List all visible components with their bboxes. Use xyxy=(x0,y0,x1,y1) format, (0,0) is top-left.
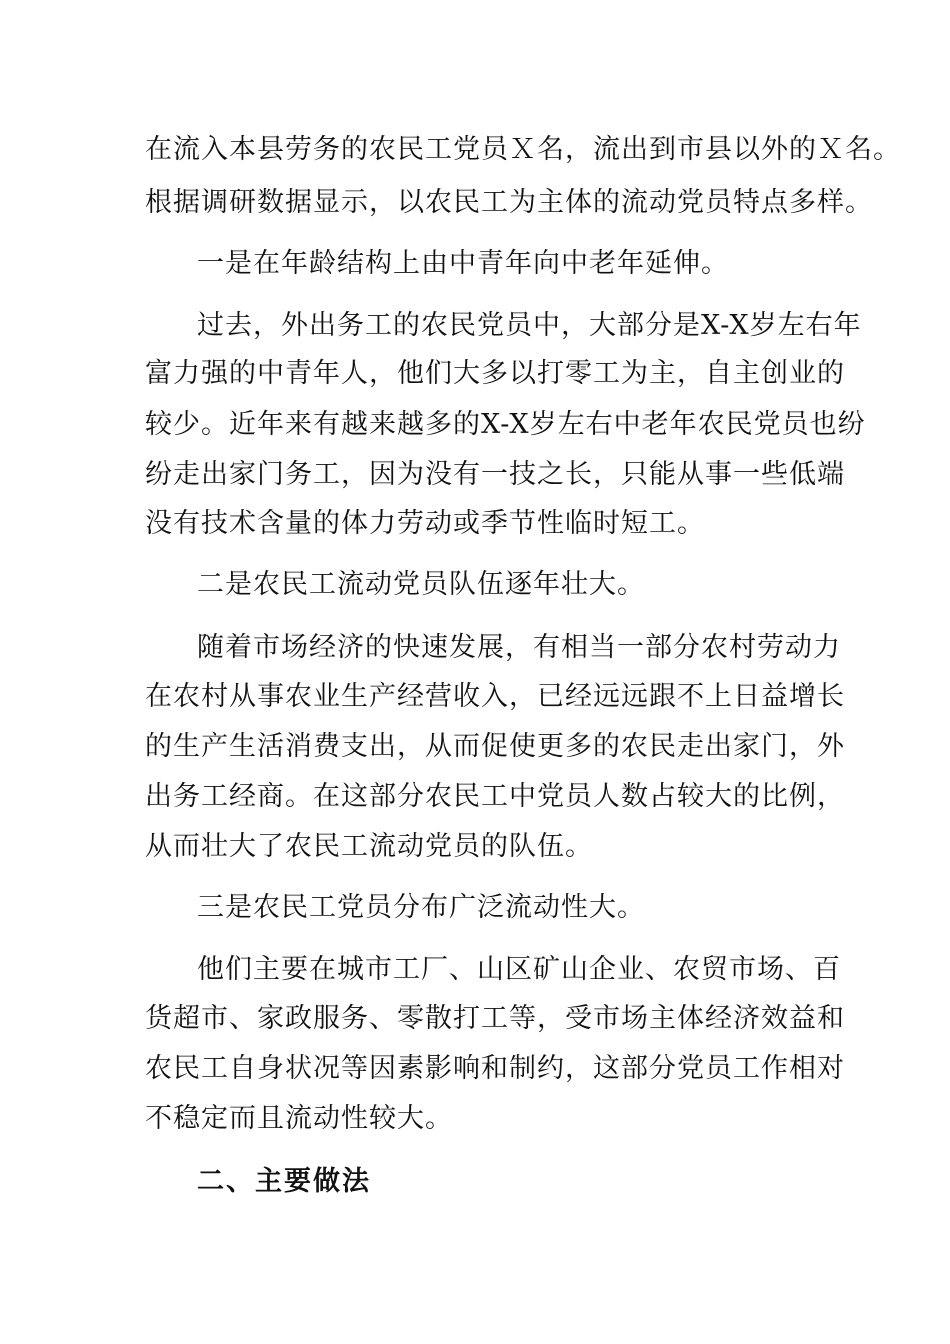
text-line: 根据调研数据显示，以农民工为主体的流动党员特点多样。 xyxy=(145,187,873,218)
text-line: 他们主要在城市工厂、山区矿山企业、农贸市场、百 xyxy=(197,954,841,985)
text-line: 不稳定而且流动性较大。 xyxy=(145,1103,453,1134)
text-line: 在农村从事农业生产经营收入，已经远远跟不上日益增长 xyxy=(145,681,845,712)
subheading-line: 二是农民工流动党员队伍逐年壮大。 xyxy=(197,569,645,600)
subheading-line: 三是农民工党员分布广泛流动性大。 xyxy=(197,892,645,923)
text-line: 出务工经商。在这部分农民工中党员人数占较大的比例， xyxy=(145,781,845,812)
text-line: 过去，外出务工的农民党员中，大部分是X-X岁左右年 xyxy=(197,310,862,341)
text-line: 从而壮大了农民工流动党员的队伍。 xyxy=(145,831,593,862)
text-line: 较少。近年来有越来越多的X-X岁左右中老年农民党员也纷 xyxy=(145,409,866,440)
text-line: 货超市、家政服务、零散打工等，受市场主体经济效益和 xyxy=(145,1003,845,1034)
text-line: 在流入本县劳务的农民工党员Ｘ名，流出到市县以外的Ｘ名。 xyxy=(145,134,901,165)
text-line: 的生产生活消费支出，从而促使更多的农民走出家门，外 xyxy=(145,731,845,762)
text-line: 农民工自身状况等因素影响和制约，这部分党员工作相对 xyxy=(145,1053,845,1084)
text-line: 纷走出家门务工，因为没有一技之长，只能从事一些低端 xyxy=(145,459,845,490)
subheading-line: 一是在年龄结构上由中青年向中老年延伸。 xyxy=(197,248,729,279)
section-heading: 二、主要做法 xyxy=(197,1166,371,1197)
text-line: 随着市场经济的快速发展，有相当一部分农村劳动力 xyxy=(197,632,841,663)
text-line: 没有技术含量的体力劳动或季节性临时短工。 xyxy=(145,508,705,539)
text-line: 富力强的中青年人，他们大多以打零工为主，自主创业的 xyxy=(145,358,845,389)
